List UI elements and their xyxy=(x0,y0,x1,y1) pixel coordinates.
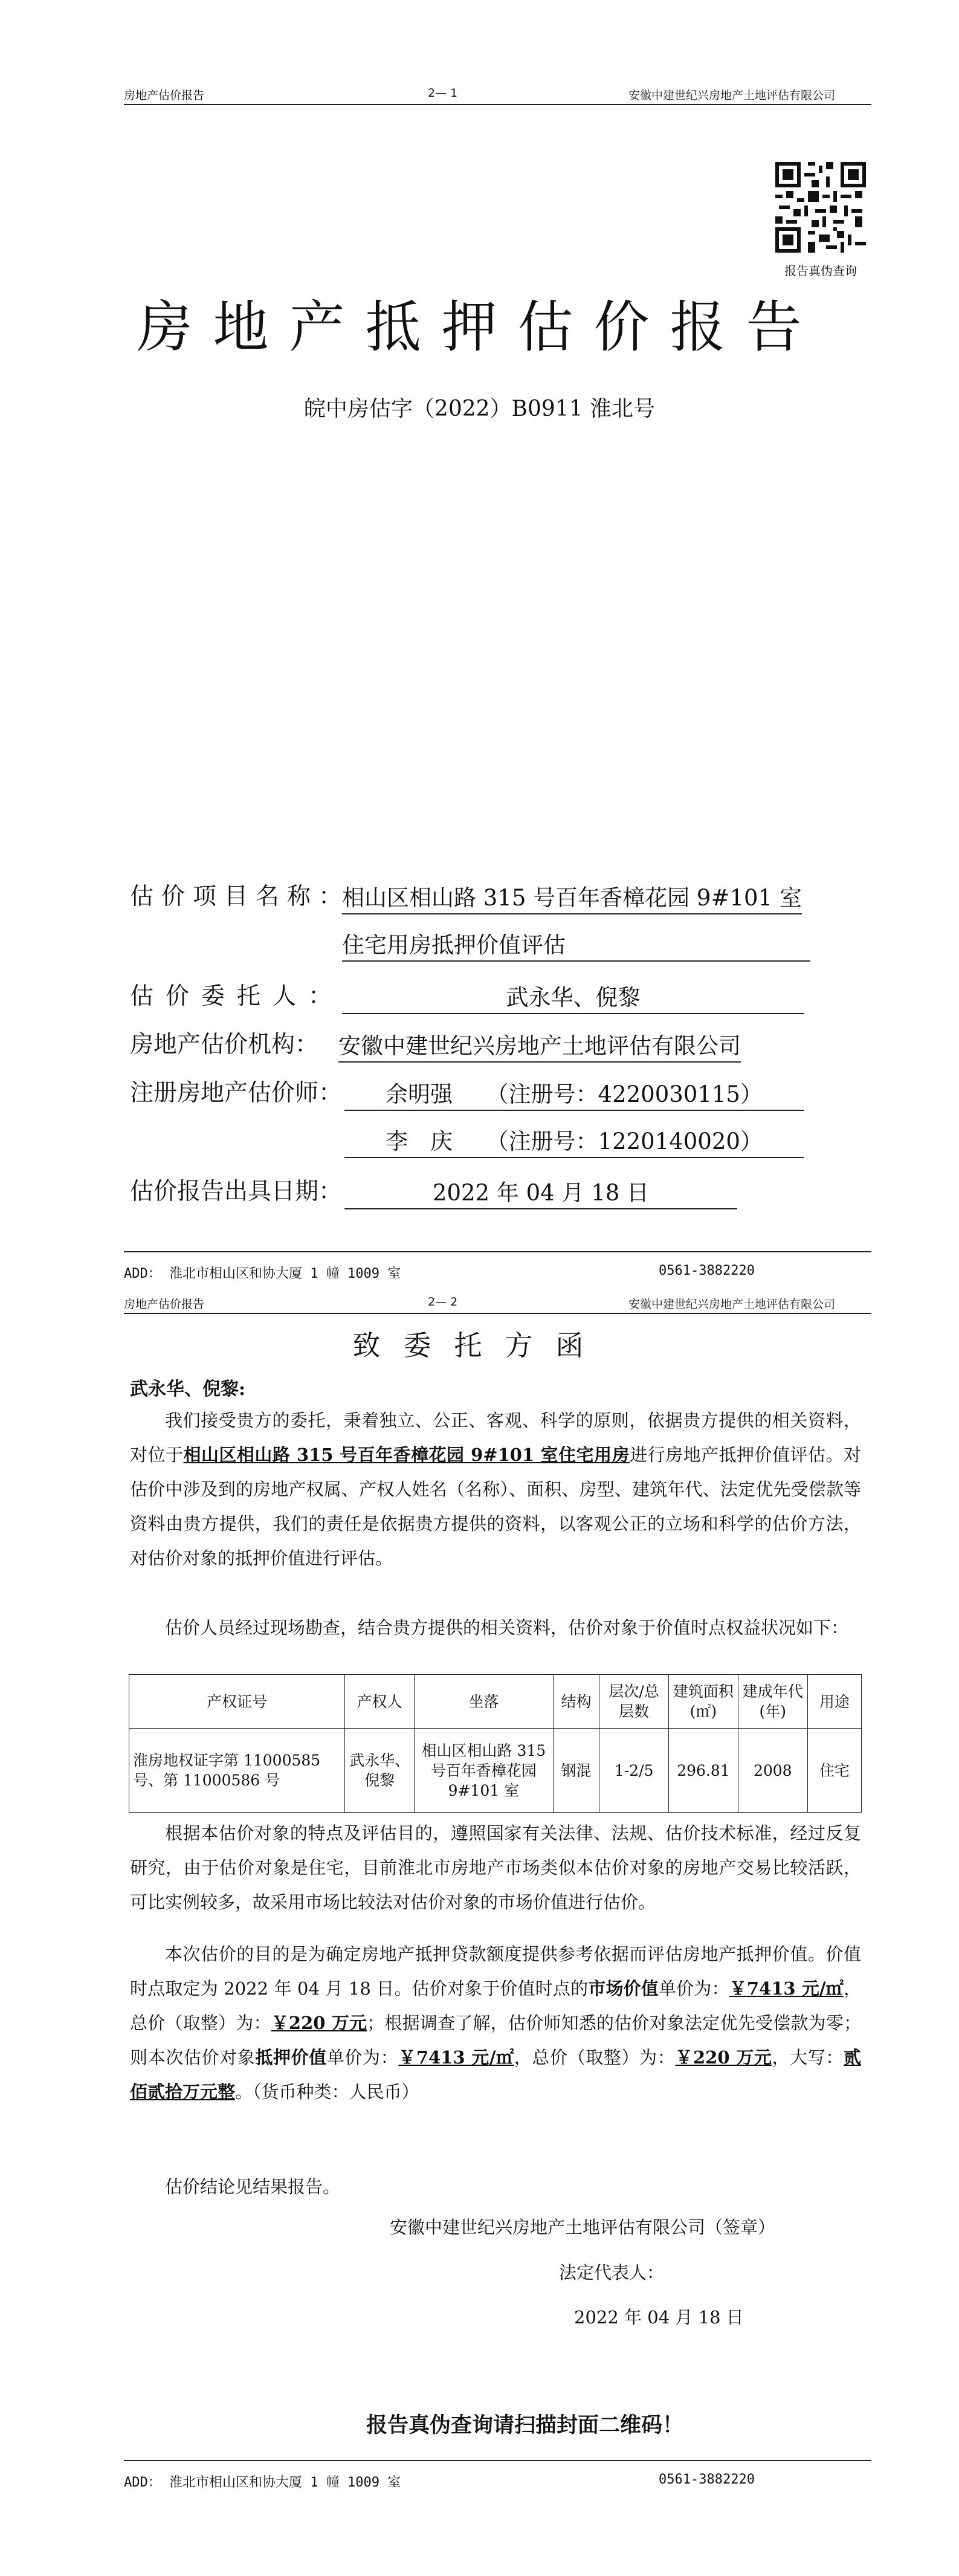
letter-title: 致委托方函 xyxy=(352,1329,607,1362)
para2-text: 估价人员经过现场勘查，结合贵方提供的相关资料，估价对象于价值时点权益状况如下： xyxy=(165,1617,849,1638)
footer-phone: 0561-3882220 xyxy=(659,1263,755,1278)
table-header-row xyxy=(129,1675,862,1729)
project-label: 估价项目名称： xyxy=(130,883,350,910)
th-structure: 结构 xyxy=(553,1675,599,1729)
org-label: 房地产估价机构： xyxy=(130,1031,319,1058)
mortgage-total-price: ￥220 万元 xyxy=(675,2047,772,2068)
para4-market-value: 市场价值 xyxy=(588,1978,659,1999)
header-page-number: 2— 1 xyxy=(428,86,458,100)
th-year: 建成年代(年) xyxy=(738,1675,807,1729)
appraiser-label: 注册房地产估价师： xyxy=(130,1079,343,1107)
header-right: 安徽中建世纪兴房地产土地评估有限公司 xyxy=(628,1298,835,1311)
para5-text: 估价结论见结果报告。 xyxy=(165,2176,341,2197)
para1-property: 相山区相山路 315 号百年香樟花园 9#101 室住宅用房 xyxy=(183,1445,630,1465)
footer-rule xyxy=(124,2460,871,2461)
field-project-name xyxy=(130,878,350,911)
qr-caption: 报告真伪查询 xyxy=(784,264,857,278)
para4-t4: ；根据调查了解，估价师知悉的估价对象法定优先受偿款为零；则本次估价对象 xyxy=(130,2013,861,2068)
td-cert: 淮房地权证字第 11000585 号、第 11000586 号 xyxy=(129,1729,345,1813)
td-year: 2008 xyxy=(738,1729,807,1813)
header-rule xyxy=(124,1313,871,1314)
client-value: 武永华、倪黎 xyxy=(342,979,804,1014)
para3-text: 根据本估价对象的特点及评估目的，遵照国家有关法律、法规、估价技术标准，经过反复研究，由于估价对象是住宅，目前淮北市房地产市场类似本估价对象的房地产交易比较活跃，可比实例较多，故采用市场比较法对估价对象的市场价值进行估价。 xyxy=(130,1823,861,1912)
appraiser-1: 余明强 （注册号：4220030115） xyxy=(344,1076,804,1111)
date-label: 估价报告出具日期： xyxy=(130,1178,343,1205)
para4-t2: 单价为： xyxy=(658,1978,729,1999)
header-left: 房地产估价报告 xyxy=(124,1298,205,1311)
para4-t5: 单价为： xyxy=(326,2047,399,2068)
client-label: 估价委托人： xyxy=(130,983,344,1010)
org-value: 安徽中建世纪兴房地产土地评估有限公司 xyxy=(338,1027,741,1063)
signature-representative: 法定代表人： xyxy=(559,2262,665,2283)
td-owner: 武永华、倪黎 xyxy=(345,1729,415,1813)
report-document-number: 皖中房估字（2022）B0911 淮北号 xyxy=(303,396,656,421)
paragraph-method xyxy=(130,1816,861,1920)
header-rule xyxy=(124,104,871,105)
para4-t8: 。（货币种类：人民币） xyxy=(235,2082,419,2102)
market-total-price: ￥220 万元 xyxy=(271,2013,367,2033)
amount-in-words: 贰佰贰拾万元整 xyxy=(130,2047,861,2102)
para1-text-a: 我们接受贵方的委托，秉着独立、公正、客观、科学的原则，依据贵方提供的相关资料，对位于 xyxy=(130,1410,861,1465)
signature-company: 安徽中建世纪兴房地产土地评估有限公司（签章） xyxy=(390,2217,776,2238)
paragraph-valuation xyxy=(130,1937,861,2109)
appraiser-2: 李 庆 （注册号：1220140020） xyxy=(344,1123,804,1158)
paragraph-conclusion xyxy=(130,2170,861,2204)
footer-phone: 0561-3882220 xyxy=(659,2472,755,2487)
th-floor: 层次/总层数 xyxy=(599,1675,669,1729)
footer-address: ADD： 淮北市相山区和协大厦 1 幢 1009 室 xyxy=(124,1266,401,1281)
th-area: 建筑面积(㎡) xyxy=(669,1675,738,1729)
qr-code-icon[interactable] xyxy=(775,162,866,253)
paragraph-intro xyxy=(130,1403,861,1576)
para4-mortgage-value: 抵押价值 xyxy=(255,2047,327,2068)
mortgage-unit-price: ￥7413 元/㎡ xyxy=(398,2047,514,2068)
date-value: 2022 年 04 月 18 日 xyxy=(344,1174,737,1209)
field-date xyxy=(130,1173,342,1206)
project-value-line2: 住宅用房抵押价值评估 xyxy=(342,927,810,962)
td-area: 296.81 xyxy=(669,1729,738,1813)
para1-text-b: 进行房地产抵押价值评估。对估价中涉及到的房地产权属、产权人姓名（名称）、面积、房型、建筑年代、法定优先受偿款等资料由贵方提供，我们的责任是依据贵方提供的资料，以客观公正的立场和科学的估价方法，对估价对象的抵押价值进行评估。 xyxy=(130,1445,861,1568)
project-value-line1: 相山区相山路 315 号百年香樟花园 9#101 室 xyxy=(342,879,802,914)
header-page-number: 2— 2 xyxy=(428,1295,458,1309)
paragraph-survey xyxy=(130,1611,861,1645)
signature-date: 2022 年 04 月 18 日 xyxy=(574,2307,744,2328)
td-floor: 1-2/5 xyxy=(599,1729,669,1813)
td-use: 住宅 xyxy=(807,1729,861,1813)
para4-t3: ，总价（取整）为： xyxy=(130,1978,861,2033)
market-unit-price: ￥7413 元/㎡ xyxy=(729,1978,844,1999)
report-title: 房地产抵押估价报告 xyxy=(137,295,822,360)
salutation: 武永华、倪黎: xyxy=(130,1379,246,1400)
property-table xyxy=(129,1674,862,1813)
field-org xyxy=(130,1026,318,1060)
td-structure: 钢混 xyxy=(553,1729,599,1813)
para4-t6: ，总价（取整）为： xyxy=(514,2047,676,2068)
footer-rule xyxy=(124,1251,871,1252)
td-location: 相山区相山路 315 号百年香樟花园 9#101 室 xyxy=(415,1729,554,1813)
th-cert: 产权证号 xyxy=(129,1675,345,1729)
th-use: 用途 xyxy=(807,1675,861,1729)
field-appraiser xyxy=(130,1074,342,1108)
authenticity-note: 报告真伪查询请扫描封面二维码！ xyxy=(366,2413,683,2438)
para4-t7: ，大写： xyxy=(772,2047,844,2068)
table-row xyxy=(129,1729,862,1813)
th-owner: 产权人 xyxy=(345,1675,415,1729)
para4-t1: 本次估价的目的是为确定房地产抵押贷款额度提供参考依据而评估房地产抵押价值。价值时点取定为 2022 年 04 月 18 日。估价对象于价值时点的 xyxy=(130,1944,861,1999)
field-client xyxy=(130,977,344,1011)
th-location: 坐落 xyxy=(415,1675,554,1729)
header-right: 安徽中建世纪兴房地产土地评估有限公司 xyxy=(628,89,835,102)
footer-address: ADD： 淮北市相山区和协大厦 1 幢 1009 室 xyxy=(124,2475,401,2490)
header-left: 房地产估价报告 xyxy=(124,89,205,102)
